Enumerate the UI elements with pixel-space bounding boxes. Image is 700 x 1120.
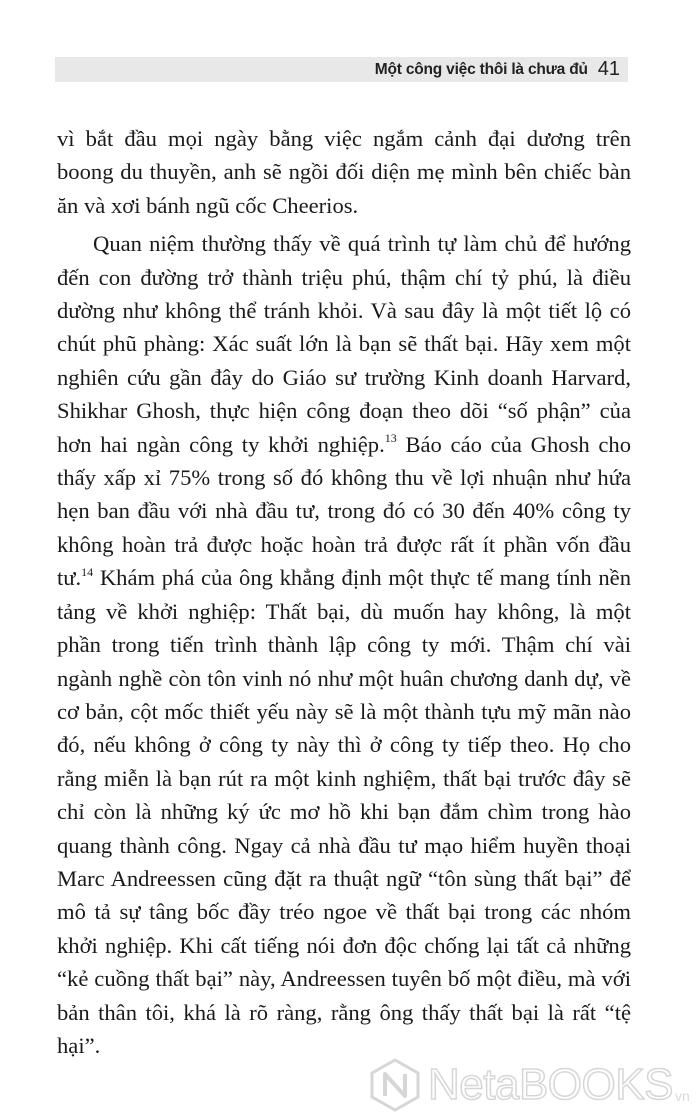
footnote-ref-14: 14 bbox=[81, 564, 94, 579]
paragraph-2-part-2: Báo cáo của Ghosh cho thấy xấp xỉ 75% trong số đó không thu về lợi nhuận như hứa hẹn ban đầu với nhà đầu tư, trong đó có 30 đến 40% công ty không hoàn trả được hoặc hoàn trả được rất ít phần vốn đầu tư. bbox=[57, 431, 631, 591]
page-number: 41 bbox=[597, 58, 620, 80]
paragraph-1: vì bắt đầu mọi ngày bằng việc ngắm cảnh đại dương trên boong du thuyền, anh sẽ ngồi đối diện mẹ mình bên chiếc bàn ăn và xơi bánh ngũ cốc Cheerios. bbox=[57, 126, 631, 218]
watermark bbox=[368, 1058, 690, 1112]
paragraph-2-part-3: Khám phá của ông khẳng định một thực tế mang tính nền tảng về khởi nghiệp: Thất bại, dù muốn hay không, là một phần trong tiến trình thành lập công ty mới. Thậm chí vài ngành nghề còn tôn vinh nó như một huân chương danh dự, về cơ bản, cột mốc thiết yếu này sẽ là một thành tựu mỹ mãn nào đó, nếu không ở công ty này thì ở công ty tiếp theo. Họ cho rằng miễn là bạn rút ra một kinh nghiệm, thất bại trước đây sẽ chỉ còn là những ký ức mơ hồ khi bạn đắm chìm trong hào quang thành công. Ngay cả nhà đầu tư mạo hiểm huyền thoại Marc Andreessen cũng đặt ra thuật ngữ “tôn sùng thất bại” để mô tả sự tâng bốc đầy tréo ngoe về thất bại trong các nhóm khởi nghiệp. Khi cất tiếng nói đơn độc chống lại tất cả những “kẻ cuồng thất bại” này, Andreessen tuyên bố một điều, mà với bản thân tôi, khá là rõ ràng, rằng ông thấy thất bại là rất “tệ hại”. bbox=[57, 565, 631, 1058]
netabooks-logo-icon bbox=[368, 1058, 422, 1112]
running-title: Một công việc thôi là chưa đủ bbox=[374, 60, 588, 78]
body-text bbox=[57, 122, 631, 1062]
footnote-ref-13: 13 bbox=[384, 431, 397, 446]
running-head bbox=[55, 57, 628, 82]
paragraph-2-part-1: Quan niệm thường thấy về quá trình tự làm chủ để hướng đến con đường trở thành triệu phú, thậm chí tỷ phú, là điều dường như không thể tránh khỏi. Và sau đây là một tiết lộ có chút phũ phàng: Xác suất lớn là bạn sẽ thất bại. Hãy xem một nghiên cứu gần đây do Giáo sư trường Kinh doanh Harvard, Shikhar Ghosh, thực hiện công đoạn theo dõi “số phận” của hơn hai ngàn công ty khởi nghiệp. bbox=[57, 231, 631, 457]
paragraph-2 bbox=[57, 227, 631, 1062]
watermark-suffix: vn bbox=[674, 1088, 690, 1104]
watermark-brand: NetaBOOKS bbox=[428, 1060, 673, 1109]
